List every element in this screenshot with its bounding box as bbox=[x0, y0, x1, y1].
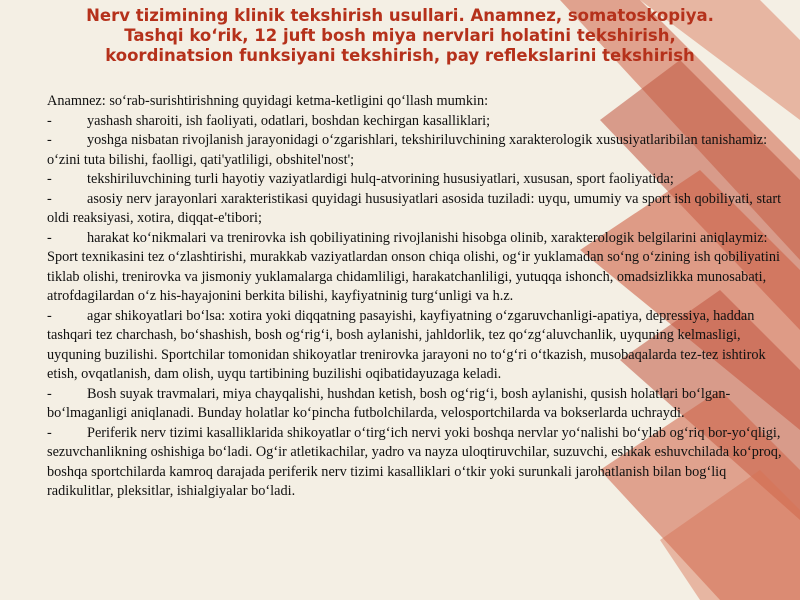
list-item-text: yoshga nisbatan rivojlanish jarayonidagi o‘zgarishlari, tekshiriluvchining xarakterologik xususiyatlaribilan tanishamiz: o‘zini tuta bilishi, faolligi, qati'yatliligi, obshitel'nost'; bbox=[47, 132, 768, 168]
list-item bbox=[47, 229, 792, 307]
title-line: Tashqi ko‘rik, 12 juft bosh miya nervlari holatini tekshirish, bbox=[124, 26, 676, 45]
list-item bbox=[47, 190, 792, 229]
dash-bullet: - bbox=[47, 112, 52, 129]
title-line: koordinatsion funksiyani tekshirish, pay reflekslarini tekshirish bbox=[105, 46, 695, 65]
dash-bullet: - bbox=[47, 307, 52, 324]
intro-paragraph: Anamnez: so‘rab-surishtirishning quyidagi ketma-ketligini qo‘llash mumkin: bbox=[47, 93, 489, 109]
list-item bbox=[47, 131, 792, 170]
list-item-text: tekshiriluvchining turli hayotiy vaziyatlardigi hulq-atvorining hususiyatlari, xususan, sport faoliyatida; bbox=[87, 171, 674, 187]
list-item bbox=[47, 307, 792, 385]
slide-body bbox=[47, 92, 792, 502]
list-item bbox=[47, 424, 792, 502]
list-item-text: asosiy nerv jarayonlari xarakteristikasi quyidagi hususiyatlari asosida tuziladi: uyqu, umumiy va sport ish qobiliyati, start oldi reaksiyasi, xotira, diqqat-e'tibori; bbox=[47, 190, 782, 226]
dash-bullet: - bbox=[47, 385, 52, 402]
list-item-text: yashash sharoiti, ish faoliyati, odatlari, boshdan kechirgan kasalliklari; bbox=[87, 112, 491, 129]
slide-title bbox=[0, 6, 800, 66]
list-item bbox=[47, 112, 792, 132]
dash-bullet: - bbox=[47, 229, 52, 246]
list-item-text: harakat ko‘nikmalari va trenirovka ish qobiliyatining rivojlanishi hisobga olinib, xarakterologik belgilarini aniqlaymiz: Sport texnikasini tez o‘zlashtirishi, murakkab vaziyatlardan onson chiqa olishi, og‘ir yuklamadan so‘ng o‘zining ish qobiliyatini tiklab olishi, trenirovka va jismoniy yuklamalarga chidamliligi, harakatchanliligi, yutuqqa ishonch, omadsizlikka munosabati, atrofdagilardan o‘z his-hayajonini berkita bilishi, kayfiyatninig turg‘unligi va h.z. bbox=[47, 229, 780, 304]
dash-bullet: - bbox=[47, 424, 52, 441]
title-line: Nerv tizimining klinik tekshirish usullari. Anamnez, somatoskopiya. bbox=[86, 6, 714, 25]
list-item bbox=[47, 385, 792, 424]
list-item-text: Periferik nerv tizimi kasalliklarida shikoyatlar o‘tirg‘ich nervi yoki boshqa nervlar yo‘nalishi bo‘ylab og‘riq bor-yo‘qligi, sezuvchanlikning oshishiga bo‘ladi. Og‘ir atletikachilar, yadro va nayza uloqtiruvchilar, suzuvchi, eshkak eshuvchilada ko‘proq, boshqa sportchilarda kamroq darajada periferik nerv tizimi kasalliklari o‘tkir yoki surunkali jarohatlanish bilan bog‘liq radikulitlar, pleksitlar, ishialgiyalar bo‘ladi. bbox=[47, 424, 782, 499]
dash-bullet: - bbox=[47, 171, 52, 187]
dash-bullet: - bbox=[47, 190, 52, 207]
list-item-text: agar shikoyatlari bo‘lsa: xotira yoki diqqatning pasayishi, kayfiyatning o‘zgaruvchanligi-apatiya, depressiya, haddan tashqari tez charchash, bo‘shashish, bosh og‘rig‘i, bosh aylanishi, jahldorlik, tez qo‘zg‘aluvchanlik, uyquning kelmasligi, uyquning buzilishi. Sportchilar tomonidan shikoyatlar trenirovka jarayoni no to‘g‘ri o‘tkazish, musobaqalarda tez-tez ishtirok etish, ovqatlanish, dam olish, uyqu tartibining buzilishi oqibatidayuzaga keladi. bbox=[47, 307, 766, 382]
list-item-text: Bosh suyak travmalari, miya chayqalishi, hushdan ketish, bosh og‘rig‘i, bosh aylanishi, qusish holatlari bo‘lgan-bo‘lmaganligi aniqlanadi. Bunday holatlar ko‘pincha futbolchilarda, velosportchilarda va bokserlarda uchraydi. bbox=[47, 385, 731, 421]
dash-bullet: - bbox=[47, 132, 52, 148]
list-item bbox=[47, 170, 792, 190]
